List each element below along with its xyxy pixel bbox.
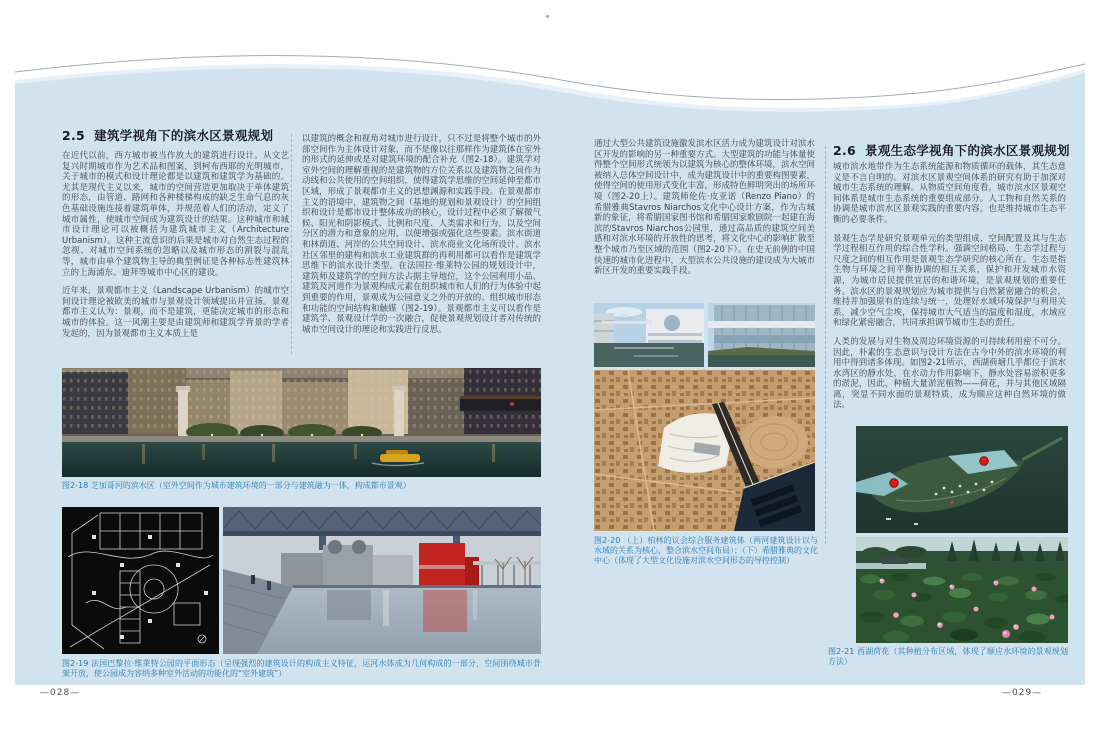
figure-2-19-villette-canal-photo bbox=[223, 507, 541, 654]
figure-2-20-caption: 图2-20 （上）柏林的议会综合服务建筑体（两河建筑设计以与水域的关系为核心，整合滨水空间布局）；（下）希腊雅典的文化中心（体现了大型文化设施对滨水空间形态的导控控制） bbox=[594, 536, 818, 565]
paragraph: 人类的发展与对生物及周边环境资源的可持续利用密不可分。因此，朴素的生态意识与设计方法在古今中外的滨水环境的利用中得到诸多体现。如图2-21所示，西湖荷塘几乎都位于滨水水湾区的静水处，在水动力作用影响下，静水处容易淤积更多的淤泥，因此，种植大量淤泥植物——荷花，并与其他区域隔离，突显不同水面的景观特质，成为顺应这种自然环境的做法。 bbox=[833, 336, 1066, 411]
right-column-2 bbox=[833, 162, 1066, 422]
section-number: 2.6 bbox=[833, 143, 857, 158]
left-column-2 bbox=[302, 134, 541, 358]
section-number: 2.5 bbox=[62, 128, 86, 143]
paragraph: 城市滨水地带作为生态系统能源和物质循环的载体，其生态意义是不言自明的。对滨水区景观空间体系的研究有助于加深对城市生态系统的理解。从物质空间角度看，城市滨水区景观空间体系是城市生态系统的重要组成部分。人工物和自然关系的协调是城市滨水区景观实践的重要内容，也是维持城市生态平衡的必要条件。 bbox=[833, 162, 1066, 225]
figure-2-18-chicago-river-photo bbox=[62, 368, 541, 477]
paragraph: 在近代以前，西方城市被当作放大的建筑进行设计。从文艺复兴时期城市作为艺术品和图案，到柯布西耶的光明城市，关于城市的模式和设计理论都是以建筑和建筑学为基础的。尤其是现代主义以来，城市的空间营造更加取决于单体建筑的形态，由管道、路网和各种楼梯构成的缺乏生命气息的灰色基础设施连接着建筑单体，并规范着人们的活动，定义了城市属性，使城市空间成为建筑设计的结果。这种城市和城市设计理论可以被概括为建筑城市主义（Architecture Urbanism）。这种主流意识的后果是城市对自然生态过程的忽视、对城市空间系统的忽略以及城市形态的割裂与混乱等，城市由单个建筑物主导的典型例证是各种标志性建筑林立的上海浦东、迪拜等城市中心区的建设。 bbox=[62, 151, 289, 278]
figure-2-20-athens-model-image bbox=[594, 370, 815, 531]
column-divider bbox=[825, 146, 826, 544]
figure-2-19-villette-plan-image bbox=[62, 507, 219, 654]
section-title: 建筑学视角下的滨水区景观规划 bbox=[94, 128, 274, 143]
printers-registration-dot bbox=[546, 15, 549, 18]
page-number-left: —028— bbox=[40, 688, 81, 698]
section-title: 景观生态学视角下的滨水区景观规划 bbox=[865, 143, 1070, 158]
figure-2-21-caption: 图2-21 西湖荷花（其种植分布区域，体现了顺应水环境的景观规划方法） bbox=[828, 647, 1068, 666]
paragraph: 以建筑的概念和视角对城市进行设计，只不过是将整个城市的外部空间作为主体设计对象，而不是像以往那样作为建筑体在室外的形式的延伸或是对建筑环境的配合补充（图2-18）。建筑学对室外空间的理解重视的是建筑物的方位关系以及建筑物之间作为动线和公共使用的空间组织，使得建筑学思维的空间延伸至都市区域，形成了景观都市主义的思想渊源和实践手段。在景观都市主义的语境中，建筑物之间（基地的规划和景观设计）的空间组织和设计是都市设计整体成功的核心，设计过程中必须了解微气候、阳光和阴影模式、比例和尺度、人类需求和行为，以及空间分区的潜力和意象的应用，以便增强或强化这些要素。滨水街道和林荫道、河岸的公共空间设计、滨水商业文化场所设计、滨水社区邻里的建构和滨水工业建筑群的再利用都可以看作是建筑学思维下的滨水设计类型。在法国拉·维莱特公园的规划设计中，建筑师及建筑学的空间方法占据主导地位，这个公园利用小品、建筑及河道作为景观构成元素在组织城市和人们的行为体验中起到重要的作用，景观成为公园意义之外的开放的、组织城市形态和功能的空间结构和触媒（图2-19）。景观都市主义可以看作是建筑学、景观设计学的一次融合，促使景观规划设计者对传统的城市空间设计的理论和实践进行反思。 bbox=[302, 134, 541, 335]
figure-2-18-caption: 图2-18 芝加哥河的滨水区（室外空间作为城市建筑环境的一部分与建筑融为一体，构成都市景观） bbox=[62, 481, 411, 490]
figure-2-20-berlin-photo-left bbox=[594, 303, 704, 367]
paragraph: 景观生态学是研究景观单元的类型组成、空间配置及其与生态学过程相互作用的综合性学科。强调空间格局、生态学过程与尺度之间的相互作用是景观生态学研究的核心所在。生态是指生物与环境之间平衡协调的相互关系，保护和开发城市水资源，为城市居民提供宜居的和谐环境，是景观规划的重要任务。滨水区的景观规划应为城市提供与自然紧密融合的机会，维持并加强原有的连续与统一，处理好水域环境保护与利用关系，减少空气尘埃，保持城市大气适当的温度和湿度，水域应和绿化紧密融合，共同承担调节城市生态的责任。 bbox=[833, 233, 1066, 329]
figure-2-21-west-lake-aerial-image bbox=[856, 426, 1068, 533]
figure-2-19-caption: 图2-19 法国巴黎拉·维莱特公园的平面形态（呈现强烈的建筑设计的构成主义特征，运河水体成为几何构成的一部分，空间围绕城市骨架开放，使公园成为容纳多种室外活动的功能化的“室外建筑”） bbox=[62, 659, 541, 678]
figure-2-21-lotus-photo bbox=[856, 537, 1068, 643]
page-number-right: —029— bbox=[1002, 688, 1043, 698]
section-heading-2-5 bbox=[62, 126, 273, 144]
paragraph: 通过大型公共建筑设施激发滨水区活力成为建筑设计对滨水区开发的影响的另一种重要方式。大型建筑的功能与体量使得整个空间形式统领为以建筑为核心的整体环境，滨水空间被纳入总体空间设计中，成为建筑设计中的重要构图要素，使得空间的使用形式变化丰富，形成特色鲜明突出的场所环境（图2-20上）。建筑师伦佐·皮亚诺（Renzo Piano）的希腊雅典Stavros Niarchos文化中心设计方案，作为古城新的象征，将希腊国家图书馆和希腊国家歌剧院一起建在海滨的Stavros Niarchos公园里，通过高品质的建筑空间美感和对滨水环境的开放性的思考，将文化中心的影响扩散至整个城市乃至区域的范围（图2-20下）。在史无前例的中国快速的城市化进程中，大型滨水公共设施的建设成为大城市新区开发的重要实践手段。 bbox=[594, 139, 816, 277]
column-divider bbox=[291, 134, 292, 354]
section-heading-2-6 bbox=[833, 141, 1070, 159]
left-column-1 bbox=[62, 151, 289, 357]
right-column-1 bbox=[594, 139, 815, 303]
paragraph: 近年来，景观都市主义（Landscape Urbanism）的城市空间设计理论被欧美的城市与景观设计领域提出并宣扬。景观都市主义认为：景观，而不是建筑，更能决定城市的形态和城市的体验。这一风潮主要是由建筑师和建筑学背景的学者发起的，因为景观都市主义本质上是 bbox=[62, 286, 289, 339]
figure-2-20-berlin-photo-right bbox=[708, 303, 815, 367]
